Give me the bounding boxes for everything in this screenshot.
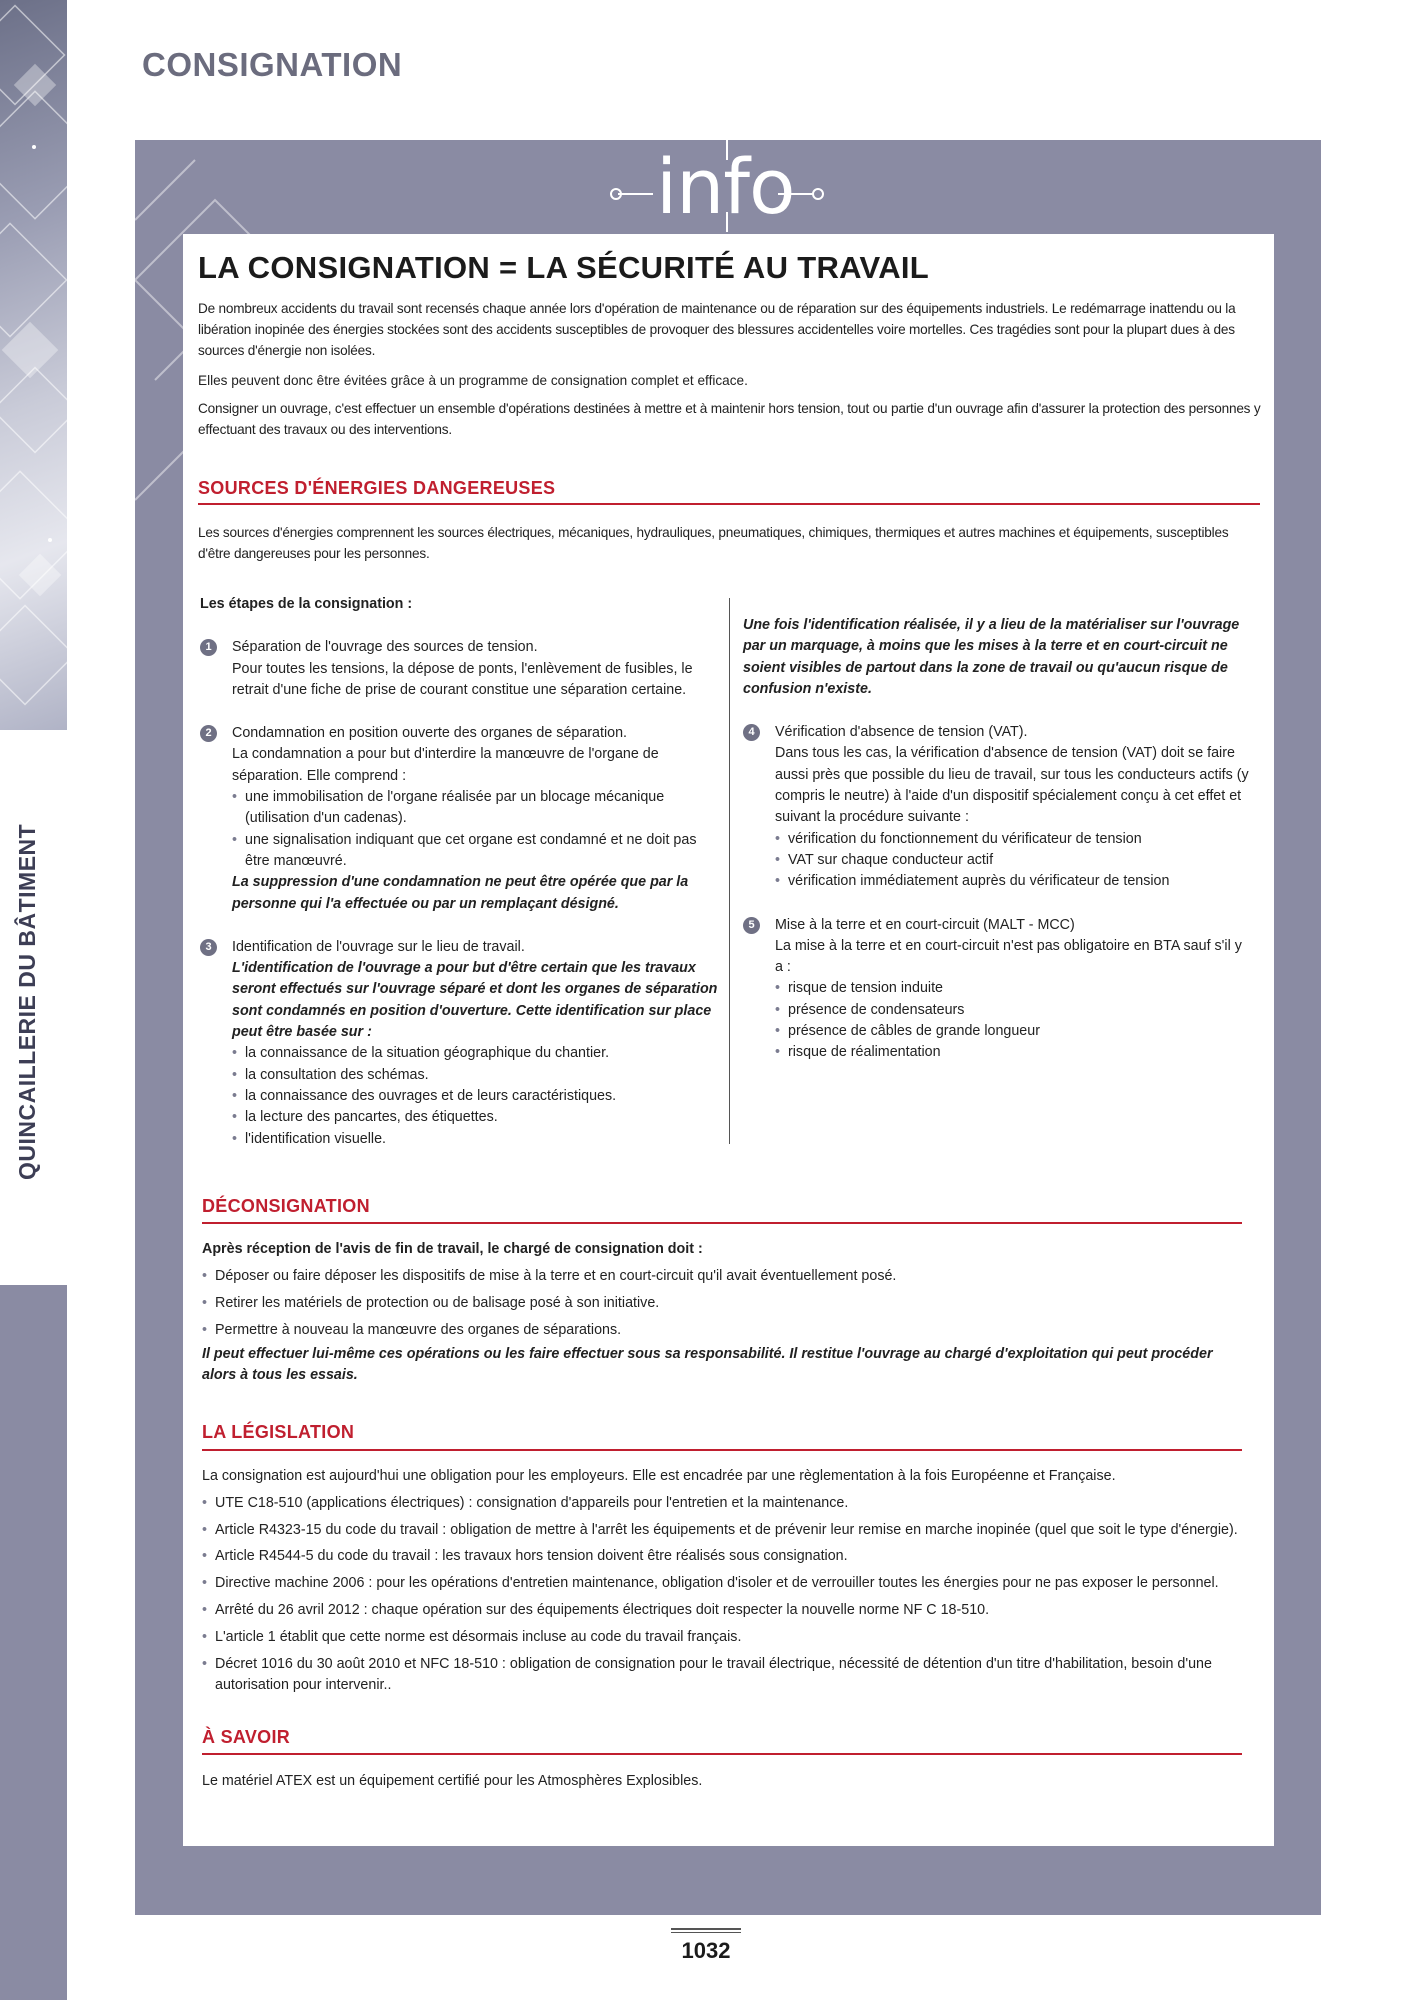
step-3-note: L'identification de l'ouvrage a pour but d'être certain que les travaux seront effectués sur l'ouvrage séparé et dont les organes de séparation sont condamnés en position d'ouverture. Cette identification sur place peut être basée sur :: [232, 960, 718, 1041]
list-item: • Article R4323-15 du code du travail : obligation de mettre à l'arrêt les équipements et de prévenir leur remise en marche inopinée (quel que soit le type d'énergie).: [202, 1517, 1242, 1544]
steps-right-column: [743, 615, 1253, 1064]
page-number-rule: [671, 1928, 741, 1930]
section-title-deconsignation: DÉCONSIGNATION: [202, 1196, 370, 1216]
list-item: • la connaissance de la situation géographique du chantier.: [232, 1043, 720, 1064]
list-item: • risque de réalimentation: [775, 1042, 1253, 1063]
intro-paragraph-3: Consigner un ouvrage, c'est effectuer un ensemble d'opérations destinées à mettre et à maintenir hors tension, tout ou partie d'un ouvrage afin d'assurer la protection des personnes y effectuant des travaux ou des interventions.: [198, 401, 1261, 437]
list-item: • UTE C18-510 (applications électriques) : consignation d'appareils pour l'entretien et la maintenance.: [202, 1490, 1242, 1517]
step-4: [743, 722, 1253, 892]
deconsignation-heading: Après réception de l'avis de fin de travail, le chargé de consignation doit :: [202, 1241, 703, 1257]
list-item: • Décret 1016 du 30 août 2010 et NFC 18-510 : obligation de consignation pour le travail électrique, nécessité de détention d'un titre d'habilitation, besoin d'une autorisation pour intervenir..: [202, 1654, 1242, 1696]
step-number-badge: 2: [200, 725, 217, 742]
side-decoration: [0, 0, 67, 730]
step-5-text: La mise à la terre et en court-circuit n'est pas obligatoire en BTA sauf s'il y a :: [775, 937, 1242, 976]
side-bottom-block: [0, 1285, 67, 2000]
list-item: • risque de tension induite: [775, 978, 1253, 999]
step-2-note: La suppression d'une condamnation ne peut être opérée que par la personne qui l'a effectuée ou par un remplaçant désigné.: [232, 874, 689, 912]
geometric-pattern-icon: [0, 0, 67, 730]
section-title-legislation: LA LÉGISLATION: [202, 1422, 355, 1442]
list-item: • la consultation des schémas.: [232, 1065, 720, 1086]
section-title-sources: SOURCES D'ÉNERGIES DANGEREUSES: [198, 478, 556, 498]
section-rule-legislation: [202, 1449, 1242, 1451]
list-item: • L'article 1 établit que cette norme est désormais incluse au code du travail français.: [202, 1624, 1242, 1651]
list-item: • Permettre à nouveau la manœuvre des organes de séparations.: [202, 1317, 1242, 1344]
step-number-badge: 3: [200, 939, 217, 956]
step-2-title: Condamnation en position ouverte des organes de séparation.: [232, 725, 628, 742]
step-5: [743, 915, 1253, 1064]
step-number-badge: 1: [200, 639, 217, 656]
main-title: LA CONSIGNATION = LA SÉCURITÉ AU TRAVAIL: [198, 250, 930, 285]
section-rule-deconsignation: [202, 1222, 1242, 1224]
asavoir-text: Le matériel ATEX est un équipement certifié pour les Atmosphères Explosibles.: [202, 1773, 703, 1789]
step-number-badge: 4: [743, 724, 760, 741]
steps-heading: Les étapes de la consignation :: [200, 596, 413, 612]
list-item: • Directive machine 2006 : pour les opérations d'entretien maintenance, obligation d'isoler et de verrouiller toutes les énergies pour ne pas exposer le personnel.: [202, 1570, 1242, 1597]
intro-paragraph-2: Elles peuvent donc être évitées grâce à un programme de consignation complet et efficace.: [198, 373, 748, 388]
identification-note: Une fois l'identification réalisée, il y a lieu de la matérialiser sur l'ouvrage par un marquage, à moins que les mises à la terre et en court-circuit ne soient visibles de partout dans la zone de travail ou qu'aucun risque de confusion n'existe.: [743, 617, 1240, 697]
list-item: • vérification immédiatement auprès du vérificateur de tension: [775, 871, 1253, 892]
steps-left-column: [200, 594, 720, 1150]
list-item: • une immobilisation de l'organe réalisée par un blocage mécanique (utilisation d'un cadenas).: [232, 787, 720, 830]
list-item: • l'identification visuelle.: [232, 1129, 720, 1150]
step-4-text: Dans tous les cas, la vérification d'absence de tension (VAT) doit se faire aussi près que possible du lieu de travail, sur tous les conducteurs actifs (y compris le neutre) à l'aide d'un dispositif spécialement conçu à cet effet et suivant la procédure suivante :: [775, 745, 1249, 826]
page-number: 1032: [681, 1938, 731, 1963]
list-item: • la connaissance des ouvrages et de leurs caractéristiques.: [232, 1086, 720, 1107]
deconsignation-note: Il peut effectuer lui-même ces opérations ou les faire effectuer sous sa responsabilité. Il restitue l'ouvrage au chargé d'exploitation qui peut procéder alors à tous les essais.: [202, 1346, 1213, 1383]
list-item: • Article R4544-5 du code du travail : les travaux hors tension doivent être réalisés sous consignation.: [202, 1543, 1242, 1570]
list-item: • vérification du fonctionnement du vérificateur de tension: [775, 829, 1253, 850]
list-item: • la lecture des pancartes, des étiquettes.: [232, 1107, 720, 1128]
list-item: • présence de câbles de grande longueur: [775, 1021, 1253, 1042]
step-2-text: La condamnation a pour but d'interdire la manœuvre de l'organe de séparation. Elle comprend :: [232, 746, 659, 784]
list-item: • une signalisation indiquant que cet organe est condamné et ne doit pas être manœuvré.: [232, 830, 720, 873]
section-rule-asavoir: [202, 1753, 1242, 1755]
info-badge-word: info: [656, 142, 795, 231]
deconsignation-block: [202, 1236, 1242, 1386]
step-1-title: Séparation de l'ouvrage des sources de tension.: [232, 639, 538, 656]
list-item: • présence de condensateurs: [775, 1000, 1253, 1021]
step-2: [200, 723, 720, 915]
list-item: • Arrêté du 26 avril 2012 : chaque opération sur des équipements électriques doit respecter la nouvelle norme NF C 18-510.: [202, 1597, 1242, 1624]
list-item: • Déposer ou faire déposer les dispositifs de mise à la terre et en court-circuit qu'il avait éventuellement posé.: [202, 1263, 1242, 1290]
section-title-asavoir: À SAVOIR: [202, 1727, 291, 1747]
sidebar-label-text: QUINCAILLERIE DU BÂTIMENT: [14, 823, 40, 1180]
step-1: [200, 637, 720, 701]
page-number-rule: [671, 1932, 741, 1933]
info-badge: [608, 140, 848, 232]
section-rule-sources: [198, 503, 1260, 505]
step-number-badge: 5: [743, 917, 760, 934]
step-1-text: Pour toutes les tensions, la dépose de ponts, l'enlèvement de fusibles, le retrait d'une fiche de prise de courant constitue une séparation certaine.: [232, 660, 693, 698]
sources-paragraph: Les sources d'énergies comprennent les sources électriques, mécaniques, hydrauliques, pneumatiques, chimiques, thermiques et autres machines et équipements, susceptibles d'être dangereuses pour les personnes.: [198, 525, 1229, 561]
column-divider: [729, 598, 730, 1144]
list-item: • Retirer les matériels de protection ou de balisage posé à son initiative.: [202, 1290, 1242, 1317]
intro-paragraph-1: De nombreux accidents du travail sont recensés chaque année lors d'opération de maintenance ou de réparation sur des équipements industriels. Le redémarrage inattendu ou la libération inopinée des énergies stockées sont des accidents susceptibles de provoquer des blessures accidentelles voire mortelles. Ces tragédies sont pour la plupart dues à des sources d'énergie non isolées.: [198, 301, 1236, 358]
step-5-title: Mise à la terre et en court-circuit (MALT - MCC): [775, 916, 1075, 933]
legislation-intro: La consignation est aujourd'hui une obligation pour les employeurs. Elle est encadrée par une règlementation à la fois Européenne et Française.: [202, 1468, 1116, 1484]
step-4-title: Vérification d'absence de tension (VAT).: [775, 724, 1028, 741]
step-3-title: Identification de l'ouvrage sur le lieu de travail.: [232, 938, 525, 955]
legislation-block: [202, 1463, 1242, 1696]
page-title: CONSIGNATION: [142, 46, 403, 83]
step-3: [200, 937, 720, 1150]
list-item: • VAT sur chaque conducteur actif: [775, 850, 1253, 871]
